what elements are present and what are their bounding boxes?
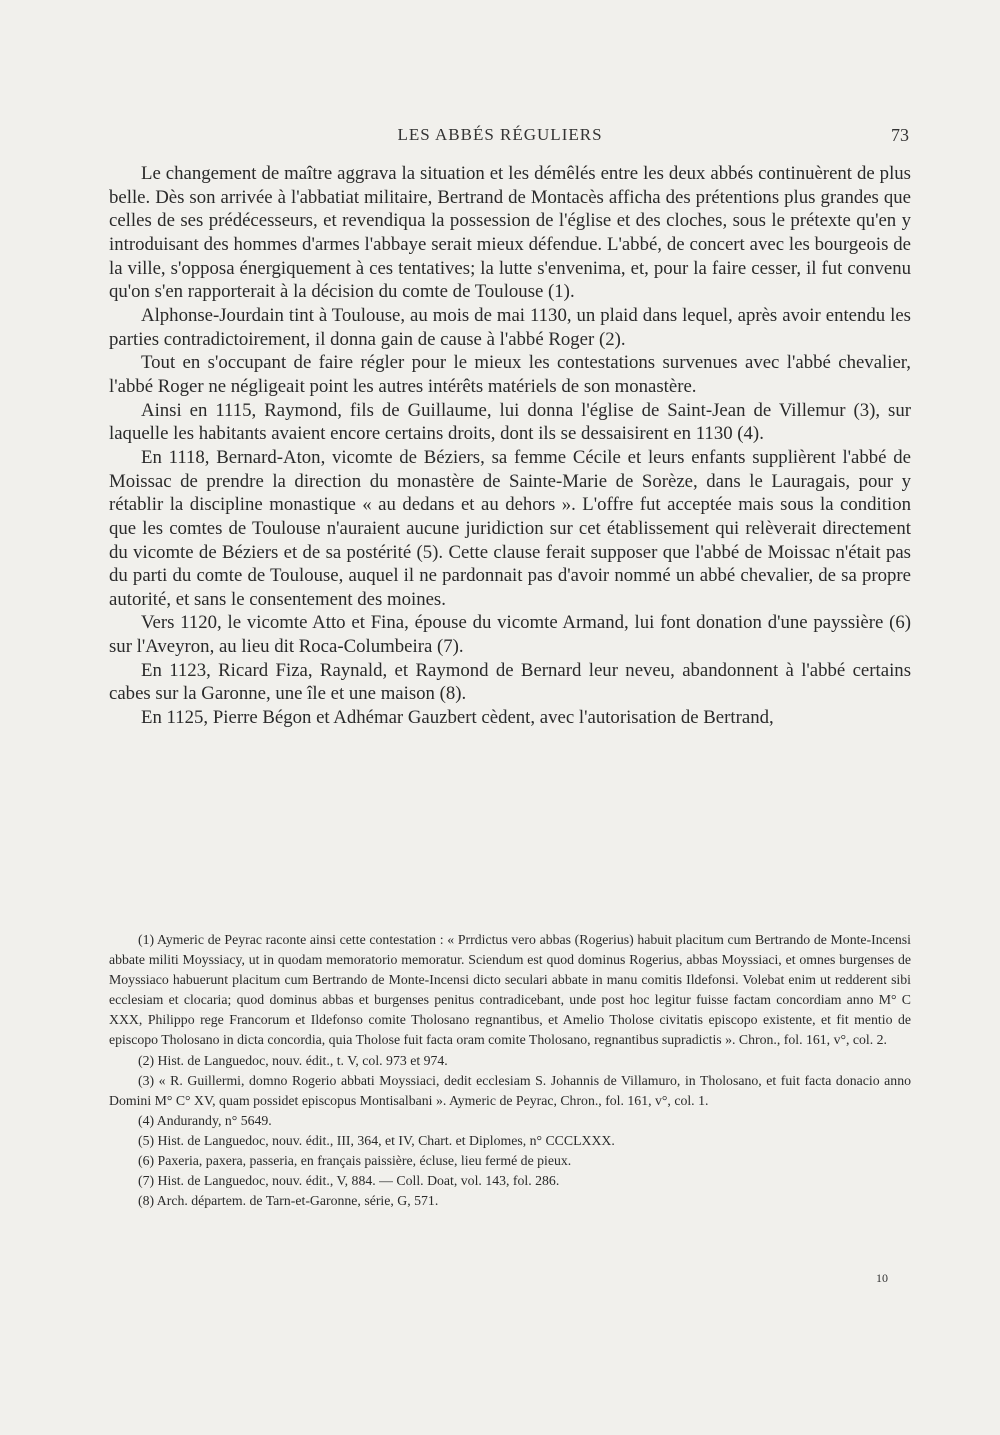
footnote: (2) Hist. de Languedoc, nouv. édit., t. V, col. 973 et 974. <box>138 1052 448 1068</box>
body-paragraph: En 1125, Pierre Bégon et Adhémar Gauzbert cèdent, avec l'autorisation de Bertrand, <box>141 707 774 729</box>
running-title: LES ABBÉS RÉGULIERS <box>397 125 603 144</box>
footnote: (4) Andurandy, n° 5649. <box>138 1112 272 1128</box>
footnote: (7) Hist. de Languedoc, nouv. édit., V, 884. — Coll. Doat, vol. 143, fol. 286. <box>138 1173 560 1189</box>
footnote: (5) Hist. de Languedoc, nouv. édit., III, 364, et IV, Chart. et Diplomes, n° CCCLXXX. <box>138 1132 615 1148</box>
body-paragraph: Tout en s'occupant de faire régler pour le mieux les contestations survenues avec l'abbé chevalier, l'abbé Roger ne négligeait point les autres intérêts matériels de son monastère. <box>109 352 911 397</box>
footnote: (8) Arch. départem. de Tarn-et-Garonne, série, G, 571. <box>138 1193 439 1209</box>
body-paragraph: En 1123, Ricard Fiza, Raynald, et Raymond de Bernard leur neveu, abandonnent à l'abbé certains cabes sur la Garonne, une île et une maison (8). <box>109 659 911 705</box>
footnotes <box>109 930 911 1211</box>
body-paragraph: Vers 1120, le vicomte Atto et Fina, épouse du vicomte Armand, lui font donation d'une payssière (6) sur l'Aveyron, au lieu dit Roca-Columbeira (7). <box>109 612 911 658</box>
body-paragraph: Ainsi en 1115, Raymond, fils de Guillaume, lui donna l'église de Saint-Jean de Villemur (3), sur laquelle les habitants avaient encore certains droits, dont ils se dessaisirent en 1130 (4). <box>109 399 911 445</box>
page-number: 73 <box>891 125 909 145</box>
body-paragraph: Alphonse-Jourdain tint à Toulouse, au mois de mai 1130, un plaid dans lequel, après avoir entendu les parties contradictoirement, il donna gain de cause à l'abbé Roger (2). <box>109 304 911 350</box>
footnote: (6) Paxeria, paxera, passeria, en français paissière, écluse, lieu fermé de pieux. <box>138 1153 572 1169</box>
body-paragraph: Le changement de maître aggrava la situation et les démêlés entre les deux abbés continuèrent de plus belle. Dès son arrivée à l'abbatiat militaire, Bertrand de Montacès afficha des prétentions plus grandes que celles de ses prédécesseurs, et revendiqua la possession de l'église et des cloches, sous le prétexte qu'en y introduisant des hommes d'armes l'abbaye serait mieux défendue. L'abbé, de concert avec les bourgeois de la ville, s'opposa énergiquement à ces tentatives; la lutte s'envenima, et, pour la faire cesser, il fut convenu qu'on s'en rapporterait à la décision du comte de Toulouse (1). <box>109 163 911 303</box>
body-paragraph: En 1118, Bernard-Aton, vicomte de Béziers, sa femme Cécile et leurs enfants supplièrent l'abbé de Moissac de prendre la direction du monastère de Sainte-Marie de Sorèze, dans le Lauragais, pour y rétablir la discipline monastique « au dedans et au dehors ». L'offre fut acceptée mais sous la condition que les comtes de Toulouse n'auraient aucune juridiction sur cet établissement qui relèverait directement du vicomte de Béziers et de sa postérité (5). Cette clause ferait supposer que l'abbé de Moissac n'était pas du parti du comte de Toulouse, auquel il ne pardonnait pas d'avoir nommé un abbé chevalier, de sa propre autorité, et sans le consentement des moines. <box>109 446 911 610</box>
signature-mark: 10 <box>876 1271 888 1285</box>
footnote: (3) « R. Guillermi, domno Rogerio abbati Moyssiaci, dedit ecclesiam S. Johannis de Villamuro, in Tholosano, et fuit facta donacio anno Domini M° C° XV, quam possidet episcopus Montisalbani ». Aymeric de Peyrac, Chron., fol. 161, v°, col. 1. <box>109 1072 911 1108</box>
footnote: (1) Aymeric de Peyrac raconte ainsi cette contestation : « Prrdictus vero abbas (Rogerius) habuit placitum cum Bertrando de Monte-Incensi abbate militi Moyssiacy, ut in quodam memoratorio memoratur. Sciendum est quod dominus Rogerius, abbas Moyssiaci, et omnes burgenses de Moyssiaco habuerunt placitum cum Bertrando de Monte-Incensi dicto seculari abbate in manu comitis Ildefonsi. Volebat enim ut redderent sibi ecclesiam et clocaria; quod dominus abbas et burgenses penitus contradicebant, unde post hoc legitur fuisse factam concordiam anno M° C XXX, Philippo rege Francorum et Ildefonso comite Tholosano regnantibus, et Amelio Tholose civitatis episcopo existente, et fit mentio de episcopo Tholosano in dicta concordia, quia Tholose fuit facta oram comite Tholosano, regnantibus supradictis ». Chron., fol. 161, v°, col. 2. <box>109 932 911 1048</box>
main-text <box>109 162 911 730</box>
